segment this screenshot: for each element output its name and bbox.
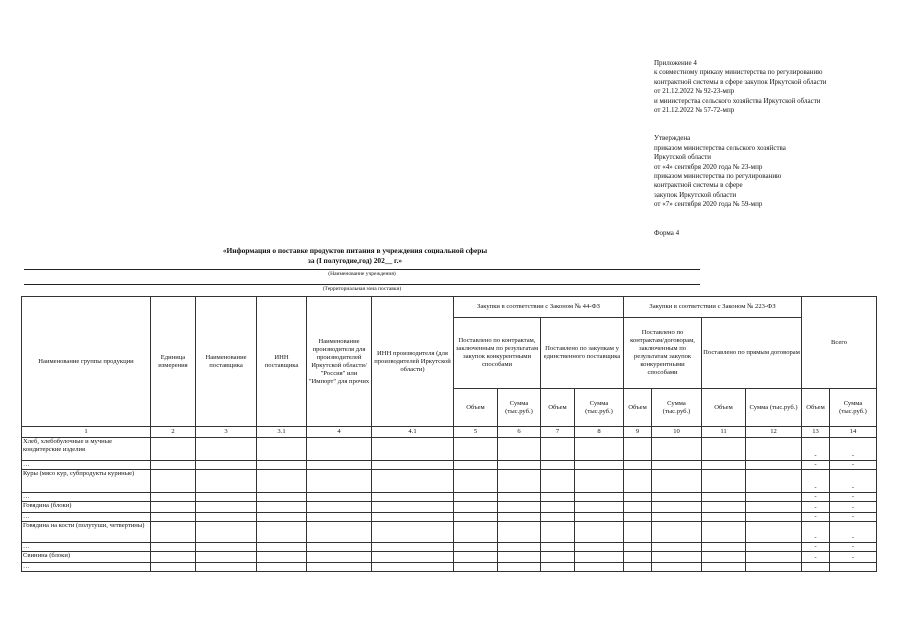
total-volume-cell: - — [802, 543, 830, 552]
row-product-name: Свинина (блоки) — [22, 552, 151, 563]
table-cell — [151, 493, 196, 502]
row-product-name: … — [22, 513, 151, 522]
table-cell — [702, 470, 746, 493]
table-cell — [746, 438, 802, 461]
table-cell — [652, 563, 702, 572]
column-number: 14 — [830, 427, 877, 438]
header-l223-direct: Поставлено по прямым договорам — [702, 318, 802, 389]
table-cell — [746, 563, 802, 572]
table-cell — [257, 438, 307, 461]
header-volume: Объем — [802, 389, 830, 427]
header-total: Всего — [802, 297, 877, 389]
table-cell — [372, 543, 454, 552]
table-cell — [541, 438, 575, 461]
approval-line: приказом министерства по регулированию — [654, 172, 782, 181]
table-cell — [652, 502, 702, 513]
column-number: 5 — [454, 427, 498, 438]
table-cell — [652, 470, 702, 493]
total-sum-cell: - — [830, 552, 877, 563]
table-cell — [498, 563, 541, 572]
table-cell — [746, 493, 802, 502]
table-cell — [575, 438, 624, 461]
institution-line — [24, 269, 700, 270]
table-cell — [652, 522, 702, 543]
total-sum-cell: - — [830, 513, 877, 522]
header-l44-competitive: Поставлено по контрактам, заключенным по результатам закупок конкурентными способами — [454, 318, 541, 389]
header-sum: Сумма (тыс.руб.) — [498, 389, 541, 427]
table-cell — [575, 513, 624, 522]
table-cell — [746, 543, 802, 552]
table-cell — [746, 502, 802, 513]
header-volume: Объем — [624, 389, 652, 427]
table-cell — [257, 470, 307, 493]
table-row — [22, 502, 877, 513]
column-number: 13 — [802, 427, 830, 438]
header-sum: Сумма (тыс.руб.) — [575, 389, 624, 427]
table-cell — [257, 461, 307, 470]
table-cell — [307, 543, 372, 552]
table-cell — [541, 513, 575, 522]
table-cell — [454, 438, 498, 461]
table-cell — [624, 552, 652, 563]
table-cell — [372, 493, 454, 502]
table-cell — [196, 493, 257, 502]
total-volume-cell: - — [802, 552, 830, 563]
table-row — [22, 470, 877, 493]
table-row — [22, 522, 877, 543]
row-product-name: Хлеб, хлебобулочные и мучные кондитерские изделия — [22, 438, 151, 461]
table-cell — [196, 552, 257, 563]
table-cell — [307, 513, 372, 522]
table-cell — [702, 461, 746, 470]
title-line-1: «Информация о поставке продуктов питания в учреждения социальной сферы — [222, 246, 488, 255]
table-cell — [575, 522, 624, 543]
table-cell — [702, 522, 746, 543]
table-cell — [151, 461, 196, 470]
table-cell — [624, 493, 652, 502]
column-number: 2 — [151, 427, 196, 438]
form-label: Форма 4 — [654, 228, 680, 237]
header-sum: Сумма (тыс.руб.) — [746, 389, 802, 427]
header-inn: ИНН поставщика — [257, 297, 307, 427]
total-volume-cell — [802, 563, 830, 572]
table-row — [22, 563, 877, 572]
table-cell — [575, 493, 624, 502]
table-cell — [498, 513, 541, 522]
table-cell — [575, 563, 624, 572]
total-volume-cell: - — [802, 438, 830, 461]
total-sum-cell: - — [830, 543, 877, 552]
column-number: 3.1 — [257, 427, 307, 438]
territory-caption: (Территориальная зона поставки) — [322, 286, 402, 292]
appendix-line: контрактной системы в сфере закупок Иркутской области — [654, 77, 827, 86]
table-cell — [372, 461, 454, 470]
table-cell — [307, 563, 372, 572]
total-sum-cell: - — [830, 502, 877, 513]
table-cell — [454, 513, 498, 522]
approval-line: от «4» сентября 2020 года № 23-мпр — [654, 162, 763, 171]
table-cell — [307, 461, 372, 470]
appendix-line: от 21.12.2022 № 92-23-мпр — [654, 87, 735, 96]
table-cell — [624, 513, 652, 522]
table-cell — [454, 522, 498, 543]
approval-line: контрактной системы в сфере — [654, 181, 743, 190]
table-cell — [702, 513, 746, 522]
territory-line — [24, 284, 700, 285]
column-number-row — [22, 427, 877, 438]
table-cell — [307, 470, 372, 493]
table-cell — [307, 522, 372, 543]
table-cell — [307, 438, 372, 461]
table-cell — [652, 552, 702, 563]
header-group: Наименование группы продукции — [22, 297, 151, 427]
table-cell — [196, 543, 257, 552]
header-sum: Сумма (тыс.руб.) — [652, 389, 702, 427]
header-volume: Объем — [702, 389, 746, 427]
column-number: 7 — [541, 427, 575, 438]
table-cell — [624, 563, 652, 572]
document-title — [200, 246, 510, 265]
approval-line: Иркутской области — [654, 153, 712, 162]
table-cell — [541, 461, 575, 470]
table-cell — [541, 563, 575, 572]
table-cell — [746, 470, 802, 493]
table-cell — [702, 502, 746, 513]
table-cell — [257, 543, 307, 552]
table-cell — [541, 543, 575, 552]
table-cell — [372, 513, 454, 522]
table-body — [22, 438, 877, 572]
header-l44-single: Поставлено по закупкам у единственного поставщика — [541, 318, 624, 389]
appendix-line: от 21.12.2022 № 57-72-мпр — [654, 106, 735, 115]
table-cell — [454, 493, 498, 502]
table-cell — [702, 438, 746, 461]
table-cell — [372, 502, 454, 513]
table-cell — [257, 493, 307, 502]
table-row — [22, 513, 877, 522]
approval-line: от «7» сентября 2020 года № 59-мпр — [654, 200, 763, 209]
table-row — [22, 493, 877, 502]
table-cell — [454, 502, 498, 513]
total-volume-cell: - — [802, 513, 830, 522]
table-cell — [541, 470, 575, 493]
table-cell — [257, 522, 307, 543]
table-cell — [702, 552, 746, 563]
table-cell — [575, 543, 624, 552]
table-cell — [624, 438, 652, 461]
table-cell — [541, 522, 575, 543]
table-cell — [454, 563, 498, 572]
table-cell — [624, 543, 652, 552]
row-product-name: … — [22, 461, 151, 470]
table-cell — [372, 563, 454, 572]
table-cell — [498, 502, 541, 513]
table-cell — [151, 470, 196, 493]
table-cell — [624, 522, 652, 543]
table-cell — [702, 543, 746, 552]
table-cell — [372, 470, 454, 493]
appendix-line: к совместному приказу министерства по регулированию — [654, 68, 823, 77]
total-sum-cell: - — [830, 438, 877, 461]
column-number: 11 — [702, 427, 746, 438]
table-row — [22, 438, 877, 461]
table-cell — [624, 461, 652, 470]
row-product-name: Говядина на кости (полутуши, четвертины) — [22, 522, 151, 543]
total-sum-cell: - — [830, 522, 877, 543]
total-volume-cell: - — [802, 502, 830, 513]
table-cell — [151, 438, 196, 461]
table-cell — [498, 470, 541, 493]
table-cell — [196, 563, 257, 572]
table-cell — [454, 543, 498, 552]
table-cell — [652, 438, 702, 461]
table-cell — [454, 552, 498, 563]
total-sum-cell: - — [830, 493, 877, 502]
approval-line: приказом министерства сельского хозяйства — [654, 143, 786, 152]
institution-caption: (Наименование учреждения) — [328, 271, 396, 277]
column-number: 6 — [498, 427, 541, 438]
column-number: 4 — [307, 427, 372, 438]
table-cell — [196, 438, 257, 461]
table-cell — [372, 522, 454, 543]
table-cell — [624, 502, 652, 513]
table-cell — [652, 513, 702, 522]
table-cell — [498, 461, 541, 470]
total-sum-cell: - — [830, 470, 877, 493]
column-number: 4.1 — [372, 427, 454, 438]
table-cell — [151, 513, 196, 522]
table-cell — [257, 513, 307, 522]
approval-line: Утверждена — [654, 134, 691, 143]
total-volume-cell: - — [802, 470, 830, 493]
column-number: 3 — [196, 427, 257, 438]
column-number: 1 — [22, 427, 151, 438]
table-cell — [372, 438, 454, 461]
table-cell — [746, 513, 802, 522]
table-cell — [257, 502, 307, 513]
table-cell — [702, 563, 746, 572]
total-sum-cell: - — [830, 461, 877, 470]
table-cell — [372, 552, 454, 563]
table-cell — [575, 552, 624, 563]
total-volume-cell: - — [802, 522, 830, 543]
table-cell — [498, 543, 541, 552]
table-cell — [196, 522, 257, 543]
table-cell — [746, 552, 802, 563]
title-line-2: за (I полугодие,год) 202__ г.» — [307, 255, 403, 265]
table-cell — [541, 502, 575, 513]
table-cell — [575, 461, 624, 470]
appendix-line: Приложение 4 — [654, 59, 697, 67]
header-volume: Объем — [454, 389, 498, 427]
header-volume: Объем — [541, 389, 575, 427]
table-cell — [575, 470, 624, 493]
approval-line: закупок Иркутской области — [654, 190, 737, 199]
table-cell — [196, 461, 257, 470]
total-sum-cell — [830, 563, 877, 572]
table-cell — [454, 470, 498, 493]
table-cell — [652, 461, 702, 470]
total-volume-cell: - — [802, 461, 830, 470]
table-row — [22, 552, 877, 563]
table-cell — [498, 522, 541, 543]
table-cell — [454, 461, 498, 470]
appendix-line: и министерства сельского хозяйства Иркутской области — [654, 96, 821, 105]
table-cell — [151, 502, 196, 513]
table-cell — [498, 552, 541, 563]
table-cell — [498, 438, 541, 461]
table-cell — [151, 563, 196, 572]
appendix-block — [654, 59, 827, 238]
row-product-name: Куры (мясо кур, субпродукты куриные) — [22, 470, 151, 493]
header-producer-inn: ИНН производителя (для производителей Иркутской области) — [372, 297, 454, 427]
header-producer: Наименование производителя для производителей Иркутской области/ "Россия" или "Импорт" для прочих — [307, 297, 372, 427]
table-cell — [702, 493, 746, 502]
header-law223: Закупки в соответствии с Законом № 223-ФЗ — [624, 297, 802, 318]
total-volume-cell: - — [802, 493, 830, 502]
column-number: 12 — [746, 427, 802, 438]
supply-table — [21, 296, 877, 572]
table-cell — [541, 493, 575, 502]
table-cell — [498, 493, 541, 502]
table-cell — [624, 470, 652, 493]
header-supplier: Наименование поставщика — [196, 297, 257, 427]
table-cell — [652, 493, 702, 502]
row-product-name: … — [22, 563, 151, 572]
table-row — [22, 543, 877, 552]
table-cell — [151, 522, 196, 543]
column-number: 8 — [575, 427, 624, 438]
row-product-name: … — [22, 493, 151, 502]
table-cell — [746, 522, 802, 543]
table-cell — [652, 543, 702, 552]
row-product-name: Говядина (блоки) — [22, 502, 151, 513]
table-cell — [151, 543, 196, 552]
table-cell — [307, 502, 372, 513]
table-cell — [307, 552, 372, 563]
table-cell — [151, 552, 196, 563]
table-cell — [575, 502, 624, 513]
header-l223-competitive: Поставлено по контрактам/договорам, заключенным по результатам закупок конкурентными способами — [624, 318, 702, 389]
table-cell — [746, 461, 802, 470]
table-cell — [196, 513, 257, 522]
header-unit: Единица измерения — [151, 297, 196, 427]
table-cell — [541, 552, 575, 563]
table-cell — [257, 563, 307, 572]
table-cell — [196, 502, 257, 513]
table-cell — [307, 493, 372, 502]
column-number: 10 — [652, 427, 702, 438]
column-number: 9 — [624, 427, 652, 438]
table-cell — [257, 552, 307, 563]
row-product-name: … — [22, 543, 151, 552]
header-sum: Сумма (тыс.руб.) — [830, 389, 877, 427]
table-row — [22, 461, 877, 470]
table-cell — [196, 470, 257, 493]
header-law44: Закупки в соответствии с Законом № 44-ФЗ — [454, 297, 624, 318]
